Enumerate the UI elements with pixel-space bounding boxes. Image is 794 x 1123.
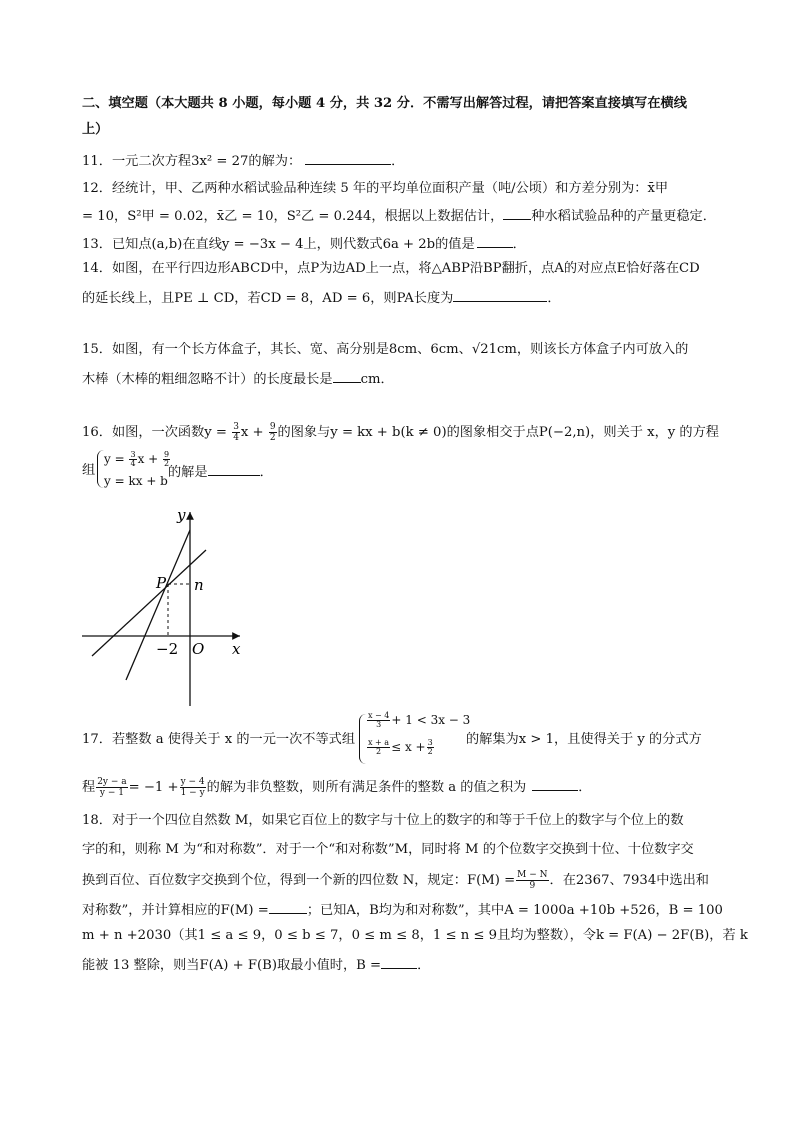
point-p-label: P bbox=[156, 574, 167, 592]
y-label: y bbox=[177, 506, 186, 524]
question-11 bbox=[82, 151, 404, 171]
n-label: n bbox=[194, 576, 204, 594]
q12-line2a: = 10，S²甲 = 0.02，x̄乙 = 10，S²乙 = 0.244，根据以上数据估计， bbox=[82, 209, 504, 224]
question-17-lead: 17．若整数 a 使得关于 x 的一元一次不等式组 bbox=[82, 732, 356, 747]
q15-answer-blank[interactable] bbox=[333, 369, 361, 383]
q16-text-c: 的图象与y = kx + b(k ≠ 0)的图象相交于点P(−2,n)，则关于 x，y 的方程 bbox=[277, 425, 719, 440]
q12-line2b: 种水稻试验品种的产量更稳定． bbox=[531, 209, 716, 224]
q13-text: 13．已知点(a,b)在直线y = −3x − 4上，则代数式6a + 2b的值是 bbox=[82, 237, 475, 252]
x-label: x bbox=[232, 640, 241, 658]
q18-b-answer-blank[interactable] bbox=[381, 955, 417, 969]
question-18-line2: 字的和，则称 M 为“和对称数”．对于一个“和对称数”M，同时将 M 的个位数字交换到十位、十位数字交 bbox=[82, 842, 694, 857]
q16-text-b: x + bbox=[240, 425, 264, 440]
question-17-line2: 程 $\frac{2y - a}{y - 1}$ = −1 + $\frac{y - 4}{1 - y}$ 的解为非负整数，则所有满足条件的整数 a 的值之积为 ． bbox=[82, 777, 592, 798]
q17-answer-blank[interactable] bbox=[532, 777, 578, 791]
minus-two-label: −2 bbox=[156, 640, 179, 658]
q14-period: ． bbox=[547, 291, 561, 306]
question-15-line1: 15．如图，有一个长方体盒子，其长、宽、高分别是8cm、6cm、√21cm，则该长方体盒子内可放入的 bbox=[82, 342, 689, 357]
q18-f-answer-blank[interactable] bbox=[269, 900, 307, 914]
q11-text: 11．一元二次方程3x² = 27的解为： bbox=[82, 154, 302, 169]
q16-frac-3-4: $\frac{3}{4}$ bbox=[233, 422, 239, 443]
q16-zu: 组 bbox=[82, 463, 96, 478]
q16-answer-blank[interactable] bbox=[208, 462, 260, 476]
q11-period: ． bbox=[391, 154, 405, 169]
q14-answer-blank[interactable] bbox=[453, 288, 547, 302]
section-title-cont: 上） bbox=[82, 122, 109, 137]
origin-label: O bbox=[192, 640, 205, 658]
q11-answer-blank[interactable] bbox=[305, 151, 391, 165]
question-18-line3: 换到百位、百位数字交换到个位，得到一个新的四位数 N，规定：F(M) = $\frac{M - N}{9}$ ．在2367、7934中选出和 bbox=[82, 870, 709, 891]
q16-tail: 的解是 ． bbox=[168, 462, 273, 482]
question-18-line1: 18．对于一个四位自然数 M，如果它百位上的数字与十位上的数字的和等于千位上的数字与个位上的数 bbox=[82, 813, 684, 828]
q14-line2: 的延长线上，且PE ⊥ CD，若CD = 8，AD = 6，则PA长度为 bbox=[82, 291, 454, 306]
question-14-line2 bbox=[82, 288, 561, 308]
q16-brace bbox=[97, 450, 104, 488]
question-15-line2 bbox=[82, 369, 394, 389]
q16-system-eq1: y = $\frac{3}{4}$ x + $\frac{9}{2}$ bbox=[104, 450, 170, 468]
question-18-line5: m + n +2030（其1 ≤ a ≤ 9，0 ≤ b ≤ 7，0 ≤ m ≤ 8，1 ≤ n ≤ 9且均为整数），令k = F(A) − 2F(B)，若 k bbox=[82, 928, 748, 943]
q17-ineq1: $\frac{x - 4}{3}$ + 1 < 3x − 3 bbox=[368, 711, 471, 729]
q17-ineq2: $\frac{x + a}{2}$ ≤ x + $\frac{3}{2}$ bbox=[368, 738, 433, 756]
q15-line2: 木棒（木棒的粗细忽略不计）的长度最长是 bbox=[82, 372, 333, 387]
question-16-line1 bbox=[82, 422, 719, 443]
section-title: 二、填空题（本大题共 8 小题，每小题 4 分，共 32 分．不需写出解答过程，请把答案直接填写在横线 bbox=[82, 96, 687, 111]
question-18-line6: 能被 13 整除，则当F(A) + F(B)取最小值时，B = ． bbox=[82, 955, 430, 975]
line-kx-plus-b bbox=[92, 550, 206, 656]
question-14-line1: 14．如图，在平行四边形ABCD中，点P为边AD上一点，将△ABP沿BP翻折，点A的对应点E恰好落在CD bbox=[82, 261, 700, 276]
question-12-line1: 12．经统计，甲、乙两种水稻试验品种连续 5 年的平均单位面积产量（吨/公顷）和方差分别为：x̄甲 bbox=[82, 181, 669, 196]
question-12-line2 bbox=[82, 206, 716, 226]
question-18-line4: 对称数”，并计算相应的F(M) = ；已知A，B均为和对称数”，其中A = 1000a +10b +526，B = 100 bbox=[82, 900, 723, 920]
q16-system-eq2: y = kx + b bbox=[104, 474, 168, 488]
q13-period: ． bbox=[512, 237, 526, 252]
q16-frac-9-2: $\frac{9}{2}$ bbox=[269, 422, 276, 443]
question-13 bbox=[82, 234, 526, 254]
q13-answer-blank[interactable] bbox=[477, 234, 513, 248]
q12-answer-blank[interactable] bbox=[503, 206, 531, 220]
q15-unit: cm． bbox=[360, 372, 394, 387]
function-graph bbox=[78, 500, 248, 710]
q16-text-a: 16．如图，一次函数y = bbox=[82, 425, 227, 440]
q17-brace bbox=[359, 714, 366, 764]
q17-after: 的解集为x > 1，且使得关于 y 的分式方 bbox=[466, 732, 702, 747]
